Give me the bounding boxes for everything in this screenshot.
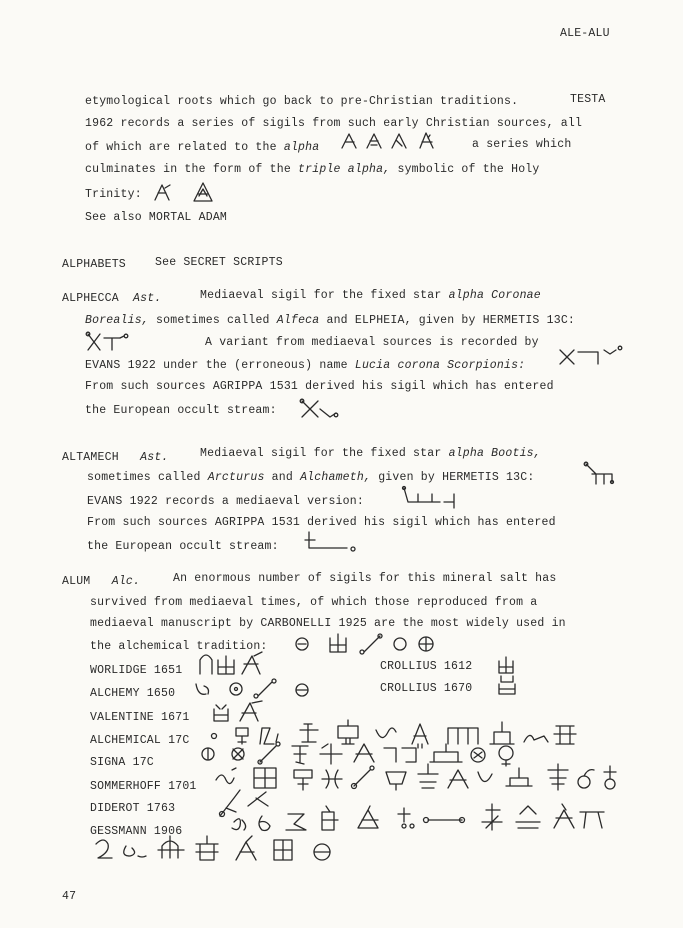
altamech-line-3: EVANS 1922 records a mediaeval version:: [87, 495, 364, 508]
alpha-line-2: 1962 records a series of sigils from such early Christian sources, all: [85, 117, 583, 130]
alphecca-line-5: From such sources AGRIPPA 1531 derived his sigil which has entered: [85, 380, 554, 393]
running-header: ALE-ALU: [560, 27, 610, 40]
alum-line-3: mediaeval manuscript by CARBONELLI 1925 are the most widely used in: [90, 617, 566, 630]
alphecca-agrippa-sigil-icon: [296, 397, 340, 421]
alphecca-heading: ALPHECCA Ast.: [62, 292, 162, 305]
alum-carbonelli-sigils-icon: [292, 632, 438, 656]
altamech-agrippa-sigil-icon: [303, 530, 359, 554]
alchemy-1650-sigils-icon: [194, 678, 320, 700]
alum-line-1: An enormous number of sigils for this mineral salt has: [173, 572, 557, 585]
alum-line-4: the alchemical tradition:: [90, 640, 268, 653]
alphecca-line-4: EVANS 1922 under the (erroneous) name Lucia corona Scorpionis:: [85, 359, 526, 372]
alphecca-line-1: Mediaeval sigil for the fixed star alpha Coronae: [200, 289, 541, 302]
source-diderot-1763: DIDEROT 1763: [90, 802, 176, 815]
worlidge-sigils-icon: [196, 652, 268, 678]
alpha-line-4: culminates in the form of the triple alpha, symbolic of the Holy: [85, 163, 540, 176]
alphabets-text: See SECRET SCRIPTS: [155, 256, 283, 269]
alum-line-2: survived from mediaeval times, of which those reproduced from a: [90, 596, 538, 609]
crollius-1670-sigil-icon: [497, 674, 517, 696]
source-worlidge: WORLIDGE 1651: [90, 664, 183, 677]
alphecca-line-2: Borealis, sometimes called Alfeca and ELPHEIA, given by HERMETIS 13C:: [85, 314, 576, 327]
alpha-line-1: etymological roots which go back to pre-Christian traditions.: [85, 95, 519, 108]
altamech-line-1: Mediaeval sigil for the fixed star alpha Bootis,: [200, 447, 541, 460]
altamech-line-4: From such sources AGRIPPA 1531 derived his sigil which has entered: [87, 516, 556, 529]
altamech-heading: ALTAMECH Ast.: [62, 451, 169, 464]
source-signa-17c: SIGNA 17C: [90, 756, 154, 769]
gessmann-1906-sigils-icon-row-2: [92, 832, 342, 866]
source-crollius-1612: CROLLIUS 1612: [380, 660, 473, 673]
alphecca-line-6: the European occult stream:: [85, 404, 277, 417]
crollius-1612-sigil-icon: [497, 655, 515, 675]
gessmann-1906-sigils-icon-row-1: [228, 800, 608, 836]
altamech-hermetis-sigil-icon: [582, 460, 618, 488]
alpha-line-3: of which are related to the alpha: [85, 141, 320, 154]
altamech-line-2: sometimes called Arcturus and Alchameth, given by HERMETIS 13C:: [87, 471, 535, 484]
alpha-line-3-end: a series which: [472, 138, 572, 151]
source-crollius-1670: CROLLIUS 1670: [380, 682, 473, 695]
alpha-see-also: See also MORTAL ADAM: [85, 211, 228, 224]
alphecca-line-3: A variant from mediaeval sources is recorded by: [205, 336, 539, 349]
altamech-line-5: the European occult stream:: [87, 540, 279, 553]
triple-alpha-icon: [152, 180, 242, 204]
altamech-evans-sigil-icon: [400, 484, 460, 510]
alphabets-heading: ALPHABETS: [62, 258, 126, 271]
alum-heading: ALUM Alc.: [62, 575, 141, 588]
alpha-line-5: Trinity:: [85, 188, 142, 201]
source-valentine-1671: VALENTINE 1671: [90, 711, 190, 724]
alpha-sigils-icon: [340, 130, 440, 152]
alphecca-hermetis-sigil-icon: [86, 330, 146, 354]
page-number: 47: [62, 890, 77, 903]
source-alchemical-17c: ALCHEMICAL 17C: [90, 734, 190, 747]
alpha-line-1-ref: TESTA: [570, 93, 606, 106]
source-alchemy-1650: ALCHEMY 1650: [90, 687, 176, 700]
alphecca-evans-sigil-icon: [558, 344, 624, 368]
source-sommerhoff-1701: SOMMERHOFF 1701: [90, 780, 197, 793]
source-gessmann-1906: GESSMANN 1906: [90, 825, 183, 838]
